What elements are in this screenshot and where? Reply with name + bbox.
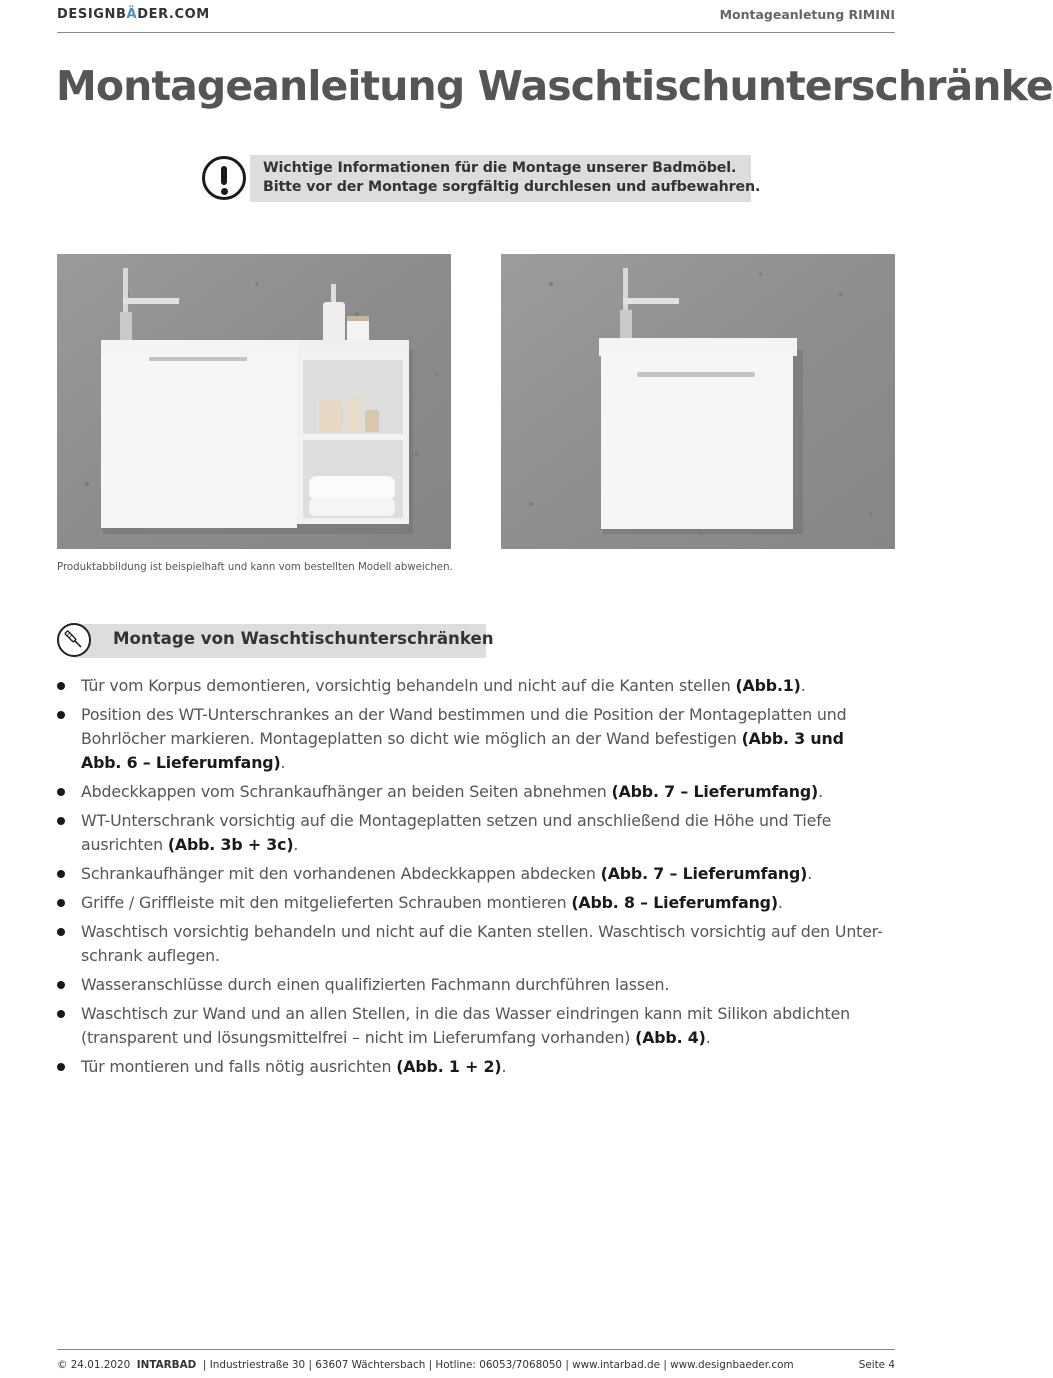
step-reference: Abb. 6 – Lieferumfang) (81, 753, 281, 772)
list-item-line (81, 862, 887, 886)
list-item-line (81, 1002, 887, 1026)
step-punctuation: . (777, 893, 783, 912)
step-reference: (Abb. 3b + 3c) (167, 835, 294, 854)
step-reference: (Abb. 3 und (741, 729, 844, 748)
footer-date: © 24.01.2020 (57, 1359, 131, 1371)
assembly-steps-list (57, 674, 887, 1084)
list-item-line (81, 703, 887, 727)
list-item-line (81, 809, 887, 833)
list-item (57, 1055, 887, 1079)
step-reference: (Abb. 4) (635, 1028, 706, 1047)
list-item-line (81, 727, 887, 751)
list-item-line (81, 833, 887, 857)
step-text: Waschtisch zur Wand und an allen Stellen, in die das Wasser eindringen kann mit Silikon abdichten (81, 1004, 851, 1023)
step-punctuation: . (800, 676, 806, 695)
step-reference: (Abb. 8 – Lieferumfang) (571, 893, 778, 912)
page-header (57, 0, 895, 33)
document-title: Montageanletung RIMINI (719, 7, 895, 22)
exclamation-icon (202, 156, 246, 200)
step-punctuation: . (818, 782, 823, 801)
step-reference: (Abb.1) (735, 676, 801, 695)
list-item-line (81, 1026, 887, 1050)
notice-line-2: Bitte vor der Montage sorgfältig durchlesen und aufbewahren. (263, 179, 761, 195)
list-item-line (81, 1055, 887, 1079)
list-item-line (81, 973, 887, 997)
step-text: Position des WT-Unterschrankes an der Wand bestimmen und die Position der Montageplatten und (81, 705, 847, 724)
footer-contact: | Industriestraße 30 | 63607 Wächtersbach | Hotline: 06053/7068050 | www.intarbad.de | www.designbaeder.com (202, 1359, 794, 1371)
footer-company: INTARBAD (136, 1359, 197, 1371)
step-text: Tür vom Korpus demontieren, vorsichtig behandeln und nicht auf die Kanten stellen (81, 676, 736, 695)
step-reference: (Abb. 7 – Lieferumfang) (611, 782, 819, 801)
step-punctuation: . (705, 1028, 711, 1047)
list-item (57, 973, 887, 997)
list-item-line (81, 780, 887, 804)
important-notice (250, 155, 761, 202)
page-footer (57, 1349, 895, 1371)
list-item-line (81, 751, 887, 775)
step-text: Bohrlöcher markieren. Montageplatten so dicht wie möglich an der Wand befestigen (81, 729, 742, 748)
section-title: Montage von Waschtischunterschränken (113, 629, 494, 648)
list-item-line (81, 920, 887, 944)
list-item (57, 703, 887, 775)
list-item (57, 1002, 887, 1050)
list-item-line (81, 944, 887, 968)
list-item (57, 674, 887, 698)
step-text: Tür montieren und falls nötig ausrichten (81, 1057, 397, 1076)
step-reference: (Abb. 1 + 2) (396, 1057, 502, 1076)
step-punctuation: . (293, 835, 299, 854)
step-text: Waschtisch vorsichtig behandeln und nicht auf die Kanten stellen. Waschtisch vorsichtig auf den Unter- (81, 922, 883, 941)
list-item (57, 920, 887, 968)
step-text: Schrankaufhänger mit den vorhandenen Abdeckkappen abdecken (81, 864, 601, 883)
step-punctuation: . (501, 1057, 507, 1076)
list-item (57, 809, 887, 857)
page-title: Montageanleitung Waschtischunterschränke (56, 62, 1053, 110)
step-reference: (Abb. 7 – Lieferumfang) (600, 864, 808, 883)
step-text: schrank auflegen. (81, 946, 220, 965)
step-text: WT-Unterschrank vorsichtig auf die Montageplatten setzen und anschließend die Höhe und Tiefe (81, 811, 832, 830)
step-punctuation: . (807, 864, 813, 883)
list-item-line (81, 674, 887, 698)
list-item (57, 862, 887, 886)
step-text: Abdeckkappen vom Schrankaufhänger an beiden Seiten abnehmen (81, 782, 612, 801)
list-item-line (81, 891, 887, 915)
image-caption: Produktabbildung ist beispielhaft und kann vom bestellten Modell abweichen. (57, 562, 453, 573)
step-text: Griffe / Griffleiste mit den mitgelieferten Schrauben montieren (81, 893, 572, 912)
list-item (57, 891, 887, 915)
list-item (57, 780, 887, 804)
step-text: Wasseranschlüsse durch einen qualifizierten Fachmann durchführen lassen. (81, 975, 670, 994)
product-photo-with-shelf (57, 254, 451, 549)
brand-logo: DESIGNBÄDER.COM (57, 7, 210, 22)
product-photo-single-cabinet (501, 254, 895, 549)
step-text: (transparent und lösungsmittelfrei – nicht im Lieferumfang vorhanden) (81, 1028, 636, 1047)
page-number: Seite 4 (858, 1359, 895, 1371)
step-text: ausrichten (81, 835, 168, 854)
notice-line-1: Wichtige Informationen für die Montage unserer Badmöbel. (263, 160, 737, 176)
section-heading (74, 624, 494, 658)
screwdriver-icon (57, 623, 91, 657)
step-punctuation: . (280, 753, 286, 772)
